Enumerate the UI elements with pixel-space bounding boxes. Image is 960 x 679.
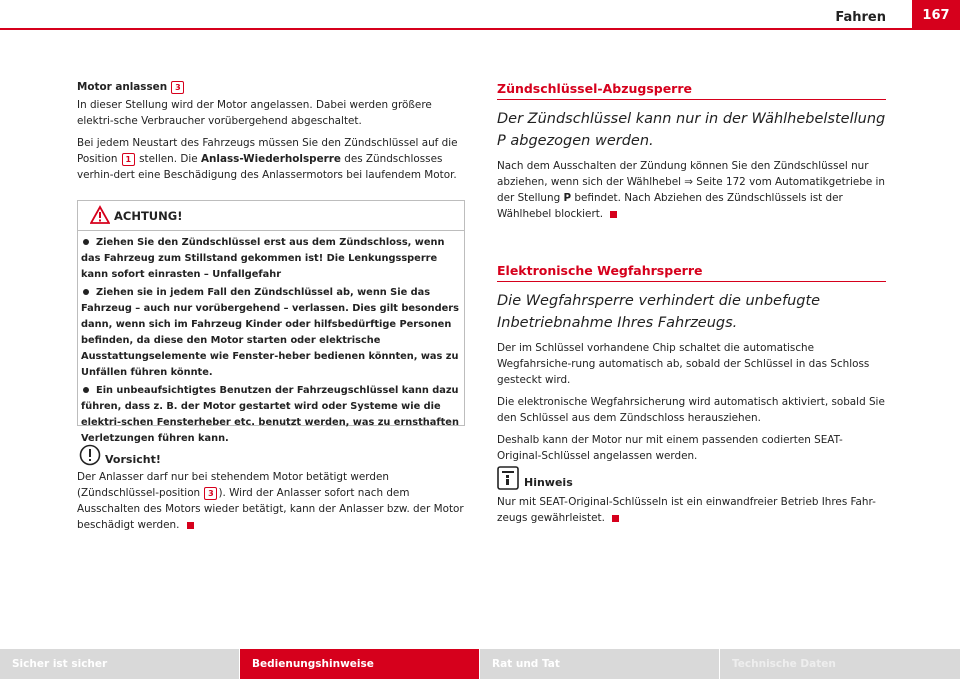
left-column <box>77 79 465 183</box>
footer-tab-sicher[interactable]: Sicher ist sicher <box>0 649 239 679</box>
bullet-icon <box>83 239 89 245</box>
warning-item: Ziehen sie in jedem Fall den Zündschlüssel ab, wenn Sie das Fahrzeug – auch nur vorübergehend – verlassen. Dies gilt besonders dann, wenn sich im Fahrzeug Kinder oder hilfsbedürftige Personen befinden, da diese den Motor starten oder elektrische Ausstattungselemente wie Fenster-heber bedienen könnten, was zu Unfällen führen könnte. <box>81 287 459 378</box>
caution-title: Vorsicht! <box>105 453 161 466</box>
note-title: Hinweis <box>524 476 573 489</box>
text-wegfahrsperre <box>497 340 886 464</box>
caution-icon <box>79 444 101 466</box>
caution-text: Der Anlasser darf nur bei stehendem Motor betätigt werden (Zündschlüssel-position 3 ). Wird der Anlasser sofort nach dem Ausschalten des Motors wieder betätigt, kann der Anlasser bzw. der Motor beschädigt werden. <box>77 471 464 531</box>
warning-title: ACHTUNG! <box>114 209 183 223</box>
motor-heading: Motor anlassen 3 <box>77 79 465 95</box>
position-ref-1: 1 <box>122 153 135 166</box>
warning-triangle-icon <box>90 205 110 225</box>
footer-tab-technik[interactable]: Technische Daten <box>720 649 960 679</box>
footer-tab-rat[interactable]: Rat und Tat <box>480 649 719 679</box>
bullet-icon <box>83 289 89 295</box>
chapter-title: Fahren <box>835 10 886 25</box>
footer-tab-bedienung[interactable]: Bedienungshinweise <box>240 649 479 679</box>
header-rule <box>0 28 912 30</box>
note-text: Nur mit SEAT-Original-Schlüsseln ist ein einwandfreier Betrieb Ihres Fahr-zeugs gewährleistet. <box>497 496 876 524</box>
paragraph: Der im Schlüssel vorhandene Chip schaltet die automatische Wegfahrsiche-rung automatisch ab, sobald der Schlüssel in das Schloss gesteckt wird. <box>497 342 870 386</box>
section-title-wegfahrsperre: Elektronische Wegfahrsperre <box>497 263 703 278</box>
note-icon <box>497 466 519 490</box>
position-ref-3: 3 <box>204 487 217 500</box>
paragraph: Deshalb kann der Motor nur mit einem passenden codierten SEAT-Original-Schlüssel angelassen werden. <box>497 434 843 462</box>
end-marker-icon <box>612 515 619 522</box>
position-ref-3: 3 <box>171 81 184 94</box>
section-title-abzugsperre: Zündschlüssel-Abzugsperre <box>497 81 692 96</box>
page-number: 167 <box>912 0 960 30</box>
bullet-icon <box>83 387 89 393</box>
paragraph-2: Bei jedem Neustart des Fahrzeugs müssen Sie den Zündschlüssel auf die Position 1 stellen. Die Anlass-Wiederholsperre des Zündschlosses verhin-dert eine Beschädigung des Anlassermotors bei laufendem Motor. <box>77 137 458 181</box>
end-marker-icon <box>187 522 194 529</box>
paragraph-1: In dieser Stellung wird der Motor angelassen. Dabei werden größere elektri-sche Verbraucher vorübergehend abgeschaltet. <box>77 99 432 127</box>
lead-wegfahrsperre: Die Wegfahrsperre verhindert die unbefugte Inbetriebnahme Ihres Fahrzeugs. <box>497 293 821 331</box>
warning-item: Ziehen Sie den Zündschlüssel erst aus dem Zündschloss, wenn das Fahrzeug zum Stillstand gekommen ist! Die Lenkungssperre kann sofort einrasten – Unfallgefahr <box>81 237 445 280</box>
lead-abzugsperre: Der Zündschlüssel kann nur in der Wählhebelstellung P abgezogen werden. <box>497 111 886 149</box>
warning-box <box>77 200 465 444</box>
warning-header <box>78 201 464 231</box>
warning-list <box>81 235 461 449</box>
section-rule <box>497 281 886 282</box>
text-abzugsperre: Nach dem Ausschalten der Zündung können Sie den Zündschlüssel nur abziehen, wenn sich der Wählhebel ⇒ Seite 172 vom Automatikgetriebe in der Stellung P befindet. Nach Abziehen des Zündschlüssels ist der Wählhebel blockiert. <box>497 160 885 220</box>
paragraph: Die elektronische Wegfahrsicherung wird automatisch aktiviert, sobald Sie den Schlüssel aus dem Zündschloss herausziehen. <box>497 396 885 424</box>
section-rule <box>497 99 886 100</box>
warning-item: Ein unbeaufsichtigtes Benutzen der Fahrzeugschlüssel kann dazu führen, dass z. B. der Motor gestartet wird oder Systeme wie die elektri-schen Fensterheber etc. benutzt werden, was zu ernsthaften Verletzungen führen kann. <box>81 385 459 444</box>
end-marker-icon <box>610 211 617 218</box>
